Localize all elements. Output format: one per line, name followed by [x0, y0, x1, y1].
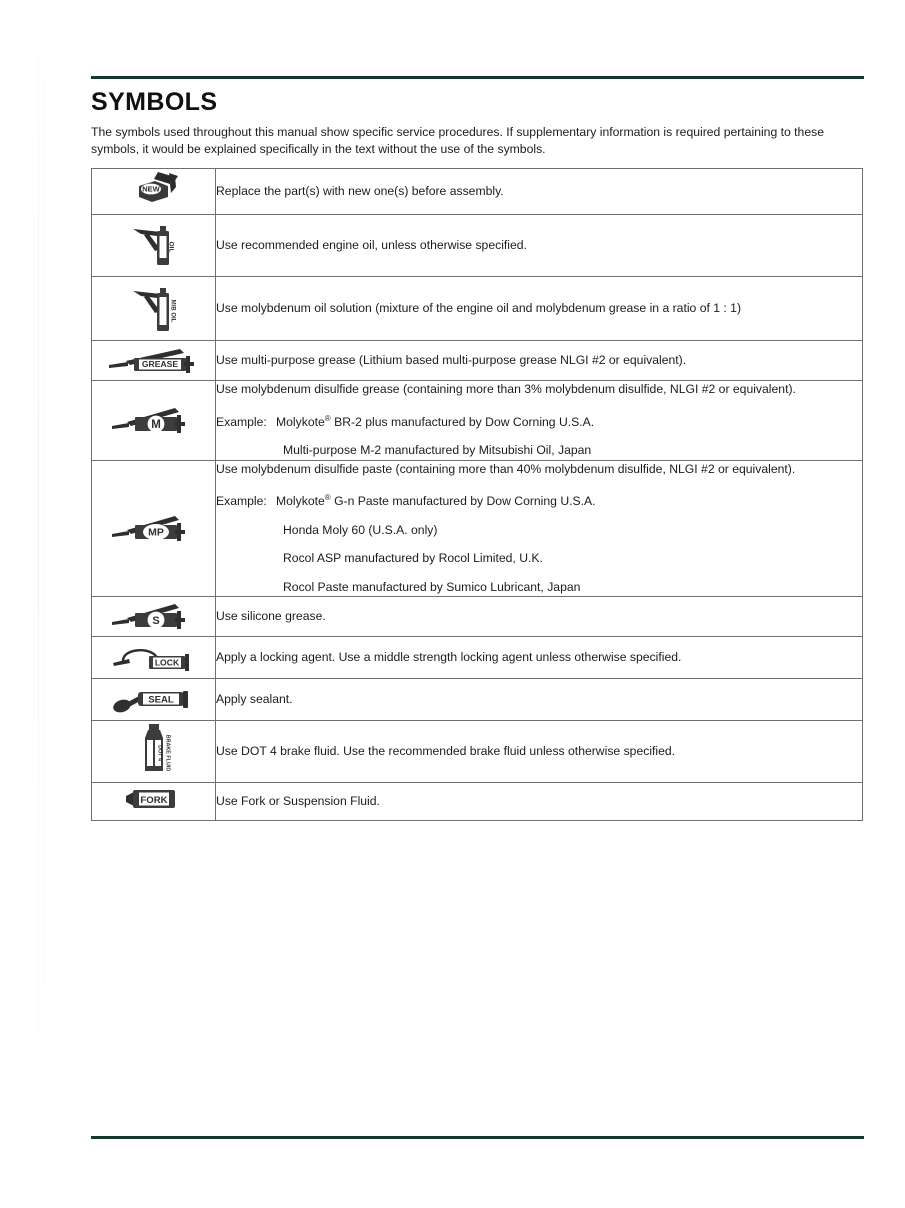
svg-text:FORK: FORK: [139, 795, 168, 807]
description-text: Use silicone grease.: [216, 608, 326, 623]
description-cell: [216, 783, 863, 821]
description-text: Use molybdenum disulfide paste (containing more than 40% molybdenum disulfide, NLGI #2 or equivalent).: [216, 461, 796, 476]
example-line: [216, 410, 862, 432]
description-text: Apply a locking agent. Use a middle strength locking agent unless otherwise specified.: [216, 649, 682, 664]
example-block: [216, 489, 862, 596]
svg-text:BRAKE FLUID: BRAKE FLUID: [164, 734, 171, 772]
example-line: [216, 442, 862, 460]
description-cell: [216, 341, 863, 381]
description-cell: [216, 460, 863, 597]
description-cell: [216, 721, 863, 783]
svg-text:NEW: NEW: [141, 184, 160, 194]
svg-text:DOT 4: DOT 4: [156, 745, 163, 762]
description-text: Use molybdenum oil solution (mixture of the engine oil and molybdenum grease in a ratio of 1 : 1): [216, 300, 742, 315]
svg-text:LOCK: LOCK: [154, 657, 179, 668]
intro-paragraph: The symbols used throughout this manual show specific service procedures. If supplementary information is required pertaining to these symbols, it would be explained specifically in the text without the use of the symbols.: [91, 125, 824, 156]
svg-text:SEAL: SEAL: [147, 694, 174, 706]
svg-text:S: S: [151, 614, 160, 627]
svg-text:M/B OIL: M/B OIL: [168, 299, 175, 323]
svg-text:M: M: [150, 418, 161, 431]
multi-purpose-grease-gun-icon: [106, 341, 202, 375]
description-text: Use molybdenum disulfide grease (containing more than 3% molybdenum disulfide, NLGI #2 or equivalent).: [216, 382, 796, 396]
example-line: [216, 522, 862, 540]
table-row: [92, 341, 863, 381]
fork-fluid-can-icon: [122, 783, 186, 815]
engine-oil-can-icon: [127, 215, 181, 271]
example-block: [216, 410, 862, 460]
example-label: Example:: [216, 414, 267, 429]
description-text: Use Fork or Suspension Fluid.: [216, 793, 380, 808]
description-text: Replace the part(s) with new one(s) before assembly.: [216, 183, 504, 198]
table-row: [92, 169, 863, 215]
table-row: [92, 783, 863, 821]
svg-text:OIL: OIL: [166, 241, 174, 253]
table-row: [92, 679, 863, 721]
locking-agent-icon: [109, 637, 199, 673]
symbol-cell: [92, 637, 216, 679]
example-line: [216, 550, 862, 568]
table-row: [92, 721, 863, 783]
example-text: Rocol ASP manufactured by Rocol Limited, U.K.: [283, 551, 543, 566]
symbol-cell: [92, 597, 216, 637]
example-text: Molykote® G-n Paste manufactured by Dow Corning U.S.A.: [276, 493, 596, 509]
molybdenum-grease-gun-icon: [109, 401, 199, 435]
table-row: [92, 597, 863, 637]
header-rule: [91, 76, 864, 79]
molybdenum-paste-gun-icon: [109, 509, 199, 543]
example-text: Rocol Paste manufactured by Sumico Lubricant, Japan: [283, 579, 581, 594]
description-cell: [216, 679, 863, 721]
new-part-box-icon: [127, 169, 181, 209]
description-cell: [216, 169, 863, 215]
molybdenum-oil-can-icon: [127, 277, 181, 335]
description-cell: [216, 597, 863, 637]
description-cell: [216, 637, 863, 679]
description-text: Use DOT 4 brake fluid. Use the recommended brake fluid unless otherwise specified.: [216, 743, 676, 758]
symbol-cell: [92, 341, 216, 381]
example-label: Example:: [216, 494, 267, 509]
silicone-grease-gun-icon: [109, 597, 199, 631]
svg-text:GREASE: GREASE: [141, 359, 178, 370]
table-row: [92, 277, 863, 341]
example-line: [216, 579, 862, 597]
table-row: [92, 460, 863, 597]
symbol-cell: [92, 169, 216, 215]
example-text: Multi-purpose M-2 manufactured by Mitsubishi Oil, Japan: [283, 443, 592, 458]
description-text: Use recommended engine oil, unless otherwise specified.: [216, 237, 527, 252]
example-line: [216, 489, 862, 511]
table-row: [92, 637, 863, 679]
symbols-table: [91, 168, 863, 821]
symbol-cell: [92, 679, 216, 721]
sealant-tube-icon: [109, 679, 199, 715]
table-row: [92, 381, 863, 461]
description-text: Use multi-purpose grease (Lithium based multi-purpose grease NLGI #2 or equivalent).: [216, 352, 687, 367]
symbol-cell: [92, 721, 216, 783]
page-title: SYMBOLS: [91, 88, 218, 116]
description-cell: [216, 215, 863, 277]
example-text: Honda Moly 60 (U.S.A. only): [283, 522, 438, 537]
description-cell: [216, 381, 863, 461]
symbol-cell: [92, 783, 216, 821]
symbol-cell: [92, 381, 216, 461]
symbol-cell: [92, 215, 216, 277]
symbol-cell: [92, 460, 216, 597]
description-text: Apply sealant.: [216, 691, 293, 706]
svg-text:MP: MP: [147, 526, 164, 539]
footer-rule: [91, 1136, 864, 1139]
example-text: Molykote® BR-2 plus manufactured by Dow Corning U.S.A.: [276, 413, 595, 429]
symbol-cell: [92, 277, 216, 341]
brake-fluid-bottle-icon: [134, 721, 174, 777]
description-cell: [216, 277, 863, 341]
table-row: [92, 215, 863, 277]
